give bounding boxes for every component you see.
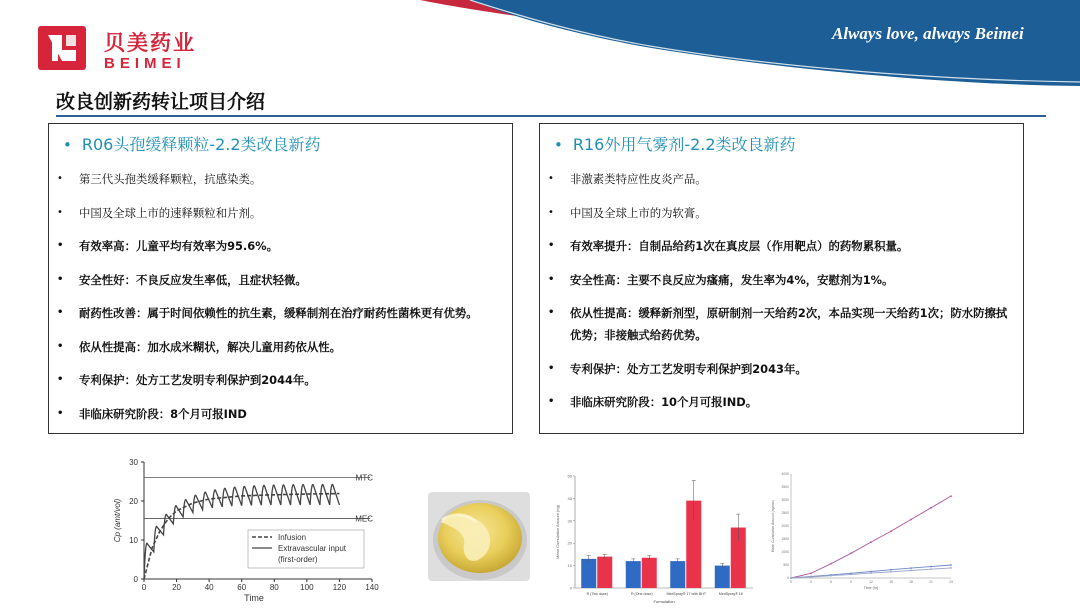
series-point (850, 552, 852, 554)
project-card-r06 (48, 123, 513, 434)
granule-suspension-photo (428, 492, 530, 581)
list-item: • 专利保护：处方工艺发明专利保护到2043年。 (548, 358, 1017, 380)
series-point (910, 567, 912, 569)
x-tick-label: 3 (810, 580, 812, 584)
list-item: • 有效率高：儿童平均有效率为95.6%。 (57, 235, 506, 257)
y-tick-label: 10 (567, 563, 572, 569)
reference-label-mec: MEC (355, 514, 373, 524)
x-tick-label: 140 (365, 583, 379, 592)
x-tick-label: 12 (869, 580, 873, 584)
slogan-text: Always love, always Beimei (832, 24, 1024, 43)
brand-name-en: BEIMEI (104, 55, 186, 72)
legend-label-extravascular-sub: (first-order) (278, 555, 318, 564)
series-point (930, 568, 932, 570)
bar-blue (626, 561, 641, 588)
list-item: • 中国及全球上市的为软膏。 (548, 202, 1017, 224)
y-tick-label: 20 (129, 497, 138, 506)
x-tick-label: 6 (830, 580, 832, 584)
list-item: • 专利保护：处方工艺发明专利保护到2044年。 (57, 369, 506, 391)
bullet-icon: • (548, 396, 555, 407)
series-point (890, 530, 892, 532)
feature-list (548, 168, 1017, 425)
y-axis-label: Cp (amt/vol) (113, 498, 122, 543)
bullet-icon: • (57, 240, 64, 251)
cumulative-amount-line-chart (767, 466, 960, 595)
list-item: • 非临床研究阶段：8个月可报IND (57, 403, 506, 425)
y-tick-label: 0 (133, 575, 138, 584)
y-tick-label: 0 (569, 585, 572, 591)
series-point (830, 575, 832, 577)
y-tick-label: 4000 (781, 472, 789, 477)
bullet-icon: • (57, 307, 64, 318)
list-item: • 有效率提升：自制品给药1次在真皮层（作用靶点）的药物累积量。 (548, 235, 1017, 257)
x-tick-label: 24 (949, 580, 953, 584)
x-axis-label: Time (244, 593, 264, 603)
bullet-icon: • (57, 340, 64, 352)
y-tick-label: 500 (783, 563, 789, 568)
y-tick-label: 1000 (781, 550, 789, 555)
y-tick-label: 2500 (781, 511, 789, 516)
list-item: • 依从性提高：缓释新剂型，原研制剂一天给药2次，本品实现一天给药1次；防水防擦拭优势；非接触式给药优势。 (548, 302, 1017, 346)
title-divider (56, 115, 1046, 117)
bullet-icon: • (57, 206, 63, 218)
y-tick-label: 50 (567, 473, 572, 479)
x-tick-label: 20 (172, 583, 182, 592)
y-tick-label: 30 (129, 458, 138, 467)
legend-label-extravascular: Extravascular input (278, 544, 347, 553)
legend-label-infusion: Infusion (278, 533, 307, 542)
x-tick-label: 40 (204, 583, 214, 592)
y-tick-label: 30 (567, 518, 572, 524)
bullet-icon: • (548, 307, 555, 318)
series-point (950, 567, 952, 569)
x-tick-label: 60 (237, 583, 247, 592)
series-point (950, 495, 952, 497)
x-tick-label: 0 (141, 583, 147, 592)
category-label: MedSpray® 17 with BHT (666, 592, 707, 596)
bar-red (597, 557, 612, 588)
series-point (870, 571, 872, 573)
bullet-icon: • (57, 374, 64, 385)
list-item: • 依从性提高：加水成米糊状，解决儿童用药依从性。 (57, 336, 506, 358)
series-point (910, 570, 912, 572)
pk-concentration-chart (110, 452, 386, 604)
y-axis-label: Mean Cumulative Amount (ng/cm²) (771, 499, 775, 553)
bullet-icon: • (548, 362, 555, 374)
series-point (810, 576, 812, 578)
bullet-icon: • (57, 407, 64, 419)
series-point (930, 566, 932, 568)
bullet-icon: • (57, 173, 63, 184)
x-tick-label: 0 (790, 580, 792, 584)
cumulative-amount-bar-chart (553, 466, 759, 606)
bullet-icon: • (57, 273, 64, 285)
x-tick-label: 21 (929, 580, 933, 584)
series-point (790, 577, 792, 579)
x-tick-label: 15 (889, 580, 893, 584)
list-item: • 安全性高：主要不良反应为瘙痛，发生率为4%，安慰剂为1%。 (548, 269, 1017, 291)
list-item: • 安全性好：不良反应发生率低，且症状轻微。 (57, 269, 506, 291)
category-label: R (One dose) (630, 592, 653, 596)
bar-red (642, 558, 657, 588)
bar-blue (670, 561, 685, 588)
series-point (870, 541, 872, 543)
list-item: • 中国及全球上市的速释颗粒和片剂。 (57, 202, 506, 224)
feature-list (57, 168, 506, 436)
y-tick-label: 40 (567, 495, 572, 501)
series-point (870, 572, 872, 574)
x-tick-label: 9 (850, 580, 852, 584)
category-label: MedSpray® 16 (718, 592, 743, 596)
series-point (830, 563, 832, 565)
list-item: • 非临床研究阶段：10个月可报IND。 (548, 391, 1017, 413)
reference-label-mtc: MTC (355, 473, 373, 483)
y-tick-label: 3000 (781, 498, 789, 503)
title-bullet-icon: • (554, 136, 563, 154)
series-point (810, 572, 812, 574)
line-chart-background (767, 466, 960, 595)
list-item: • 非激素类特应性皮炎产品。 (548, 168, 1017, 190)
bar-blue (581, 559, 596, 588)
x-axis-label: Formulation (653, 599, 675, 604)
series-point (950, 564, 952, 566)
y-tick-label: 10 (129, 536, 138, 545)
category-label: R (Two dose) (586, 592, 608, 596)
brand-name-cn: 贝美药业 (104, 31, 196, 55)
card-title: • R16外用气雾剂-2.2类改良新药 (554, 135, 796, 154)
y-tick-label: 20 (567, 540, 572, 546)
series-point (910, 519, 912, 521)
series-point (930, 507, 932, 509)
y-tick-label: 2000 (781, 524, 789, 529)
card-title: • R06头孢缓释颗粒-2.2类改良新药 (63, 135, 321, 154)
project-card-r16 (539, 123, 1024, 434)
bullet-icon: • (548, 173, 554, 184)
y-tick-label: 0 (787, 576, 789, 581)
bullet-icon: • (548, 206, 554, 218)
beimei-logo-icon (38, 26, 86, 70)
series-point (890, 571, 892, 573)
series-point (890, 569, 892, 571)
y-axis-label: Mean Cumulative Amount (ng) (555, 504, 560, 560)
page-title: 改良创新药转让项目介绍 (56, 91, 266, 113)
x-tick-label: 18 (909, 580, 913, 584)
x-tick-label: 100 (300, 583, 314, 592)
list-item: • 第三代头孢类缓释颗粒，抗感染类。 (57, 168, 506, 190)
bullet-icon: • (548, 240, 555, 251)
bullet-icon: • (548, 273, 555, 285)
series-point (850, 573, 852, 575)
bar-blue (715, 566, 730, 588)
x-tick-label: 120 (332, 583, 347, 592)
x-tick-label: 80 (269, 583, 279, 592)
title-bullet-icon: • (63, 136, 72, 154)
x-axis-label: Time (hr) (863, 586, 879, 590)
list-item: • 耐药性改善：属于时间依赖性的抗生素，缓释制剂在治疗耐药性菌株更有优势。 (57, 302, 506, 324)
y-tick-label: 1500 (781, 537, 789, 542)
y-tick-label: 3500 (781, 485, 789, 490)
